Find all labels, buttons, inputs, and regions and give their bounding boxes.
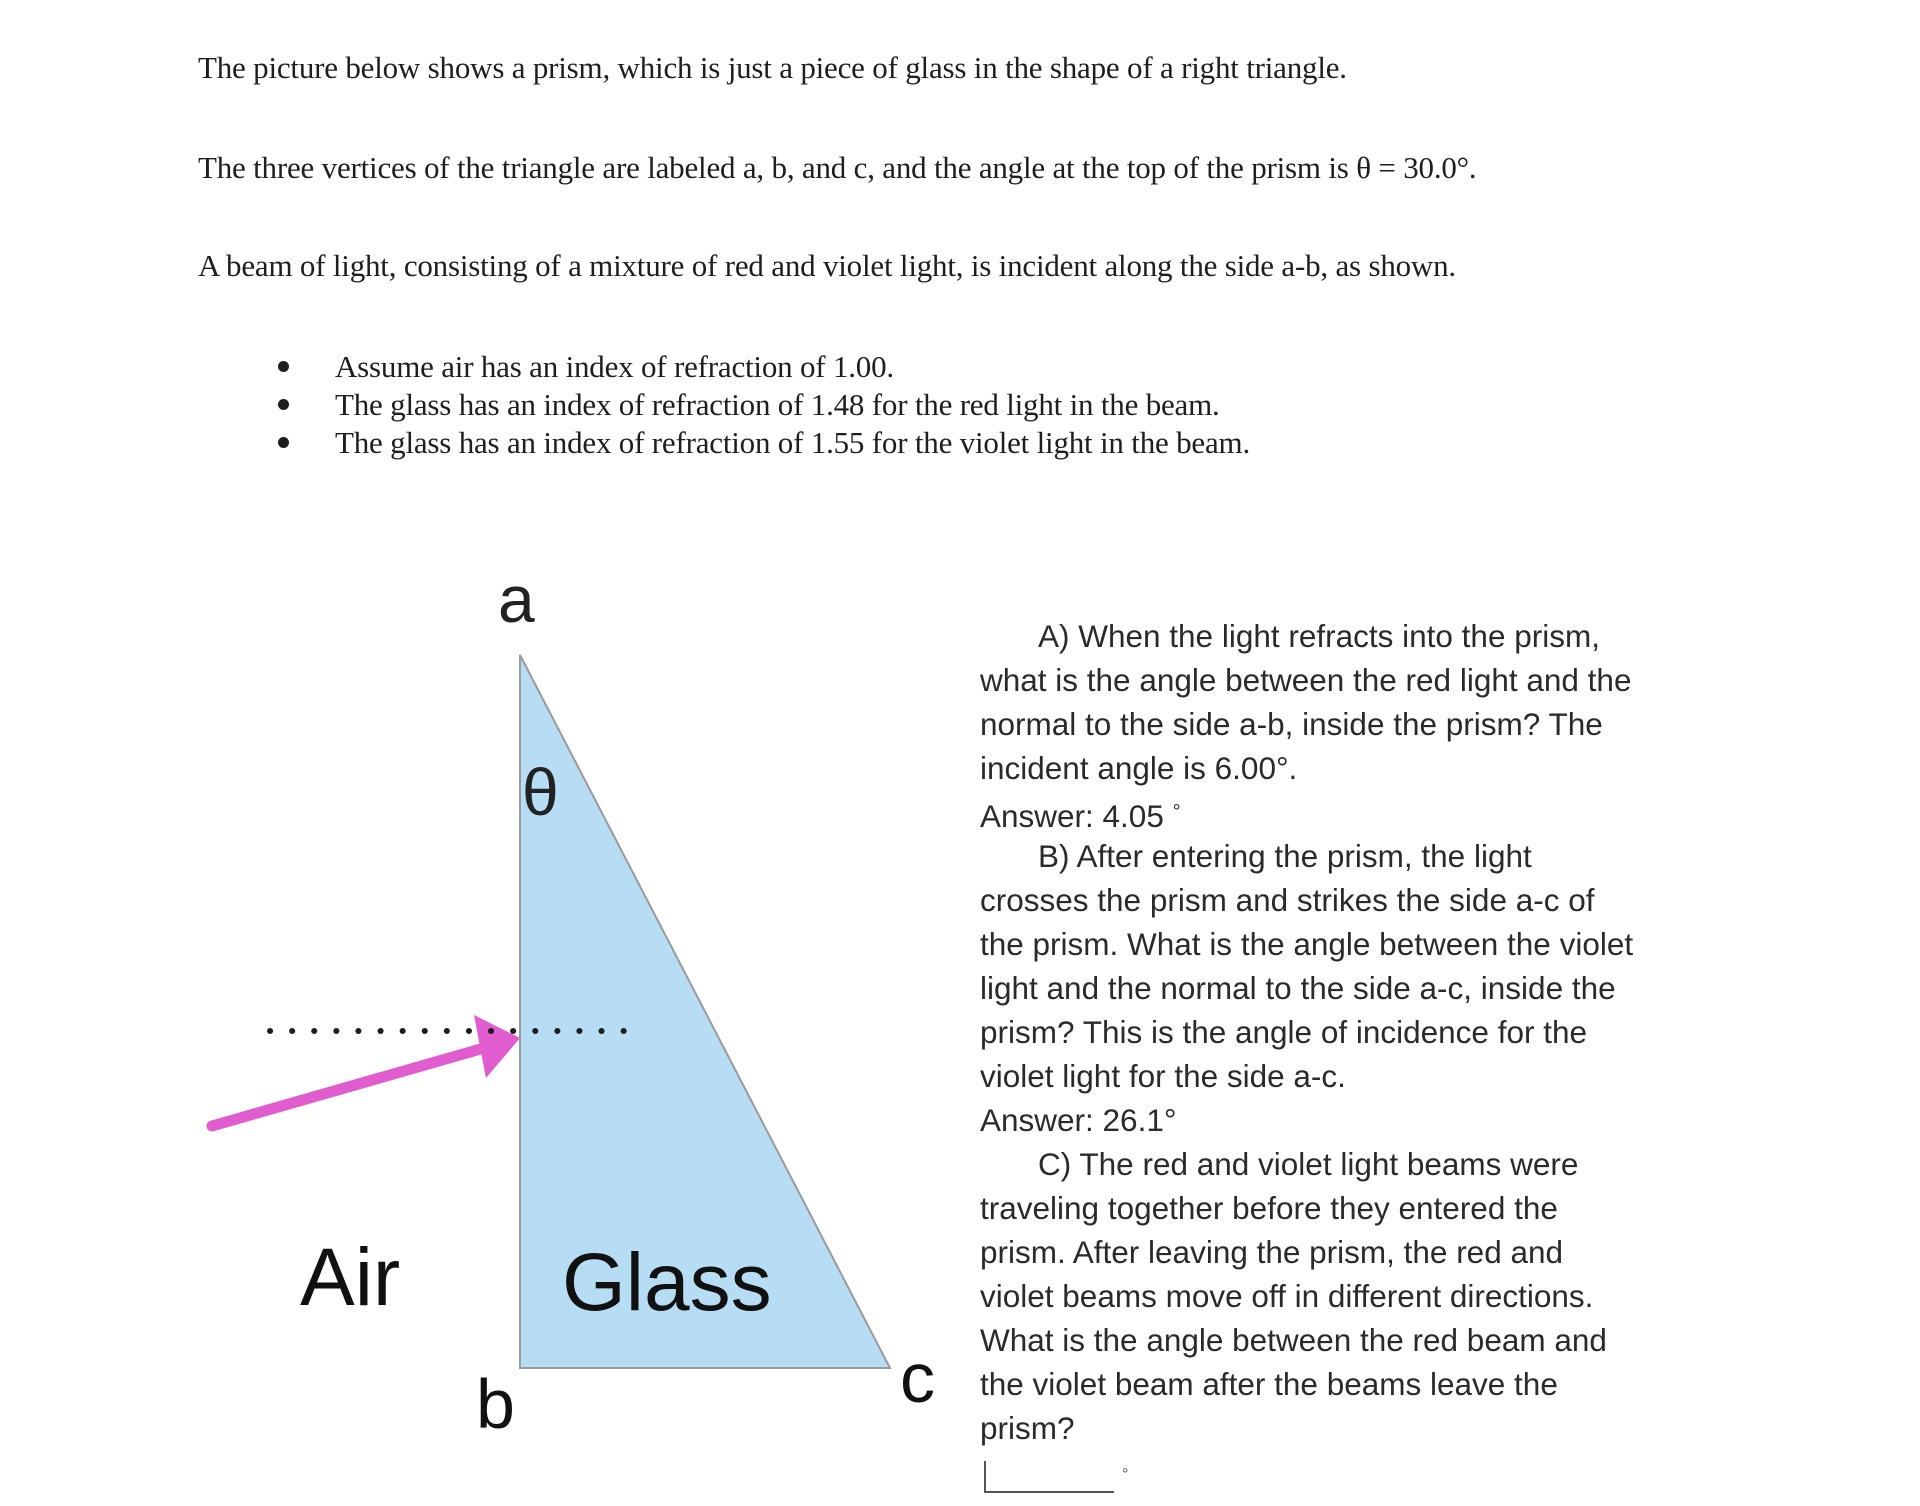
question-c-answer-row	[980, 1450, 1700, 1494]
question-a-line: incident angle is 6.00°.	[980, 750, 1298, 786]
question-c-line: prism. After leaving the prism, the red and	[980, 1234, 1564, 1270]
prism-diagram	[190, 560, 970, 1460]
vertex-c-label: c	[900, 1339, 935, 1417]
answer-input-c[interactable]	[984, 1461, 1114, 1493]
question-a-line: what is the angle between the red light and the	[980, 662, 1632, 698]
vertex-a-label: a	[498, 562, 535, 636]
question-a-line: A) When the light refracts into the prism,	[1038, 618, 1600, 654]
air-label: Air	[300, 1232, 401, 1323]
question-a-answer-text: Answer: 4.05	[980, 798, 1164, 834]
bullet-icon	[278, 399, 289, 410]
question-a	[980, 614, 1700, 834]
bullet-icon	[278, 437, 289, 448]
intro-paragraph-1: The picture below shows a prism, which is just a piece of glass in the shape of a right triangle.	[198, 50, 1347, 85]
list-item-text: Assume air has an index of refraction of 1.00.	[335, 349, 894, 384]
question-b-answer: Answer: 26.1°	[980, 1102, 1177, 1138]
question-a-line: normal to the side a-b, inside the prism? The	[980, 706, 1603, 742]
list-item	[270, 348, 1250, 386]
incident-beam	[212, 1042, 505, 1126]
degree-symbol: °	[1172, 801, 1181, 823]
question-c-line: prism?	[980, 1410, 1075, 1446]
question-c-line: the violet beam after the beams leave the	[980, 1366, 1558, 1402]
question-c	[980, 1142, 1700, 1494]
question-c-line: C) The red and violet light beams were	[1038, 1146, 1579, 1182]
question-c-line: violet beams move off in different directions.	[980, 1278, 1594, 1314]
list-item-text: The glass has an index of refraction of 1.55 for the violet light in the beam.	[335, 425, 1250, 460]
question-c-line: What is the angle between the red beam and	[980, 1322, 1607, 1358]
list-item	[270, 424, 1250, 462]
assumptions-list	[270, 348, 1250, 462]
question-b-line: prism? This is the angle of incidence for the	[980, 1014, 1587, 1050]
question-b-line: the prism. What is the angle between the violet	[980, 926, 1634, 962]
glass-label: Glass	[562, 1237, 772, 1328]
bullet-icon	[278, 361, 289, 372]
angle-theta-label: θ	[522, 755, 559, 829]
question-b-line: light and the normal to the side a-c, inside the	[980, 970, 1616, 1006]
question-c-line: traveling together before they entered the	[980, 1190, 1558, 1226]
beam-arrowhead-icon	[474, 1015, 520, 1078]
question-panel	[980, 614, 1700, 1494]
list-item-text: The glass has an index of refraction of 1.48 for the red light in the beam.	[335, 387, 1220, 422]
question-b	[980, 834, 1700, 1142]
question-a-answer	[980, 790, 1700, 834]
question-b-line: violet light for the side a-c.	[980, 1058, 1346, 1094]
intro-paragraph-3: A beam of light, consisting of a mixture of red and violet light, is incident along the side a-b, as shown.	[198, 248, 1456, 283]
degree-symbol: °	[1122, 1466, 1129, 1483]
question-b-line: B) After entering the prism, the light	[1038, 838, 1532, 874]
question-b-line: crosses the prism and strikes the side a-c of	[980, 882, 1595, 918]
vertex-b-label: b	[476, 1365, 515, 1443]
intro-paragraph-2: The three vertices of the triangle are labeled a, b, and c, and the angle at the top of the prism is θ = 30.0°.	[198, 150, 1477, 185]
list-item	[270, 386, 1250, 424]
